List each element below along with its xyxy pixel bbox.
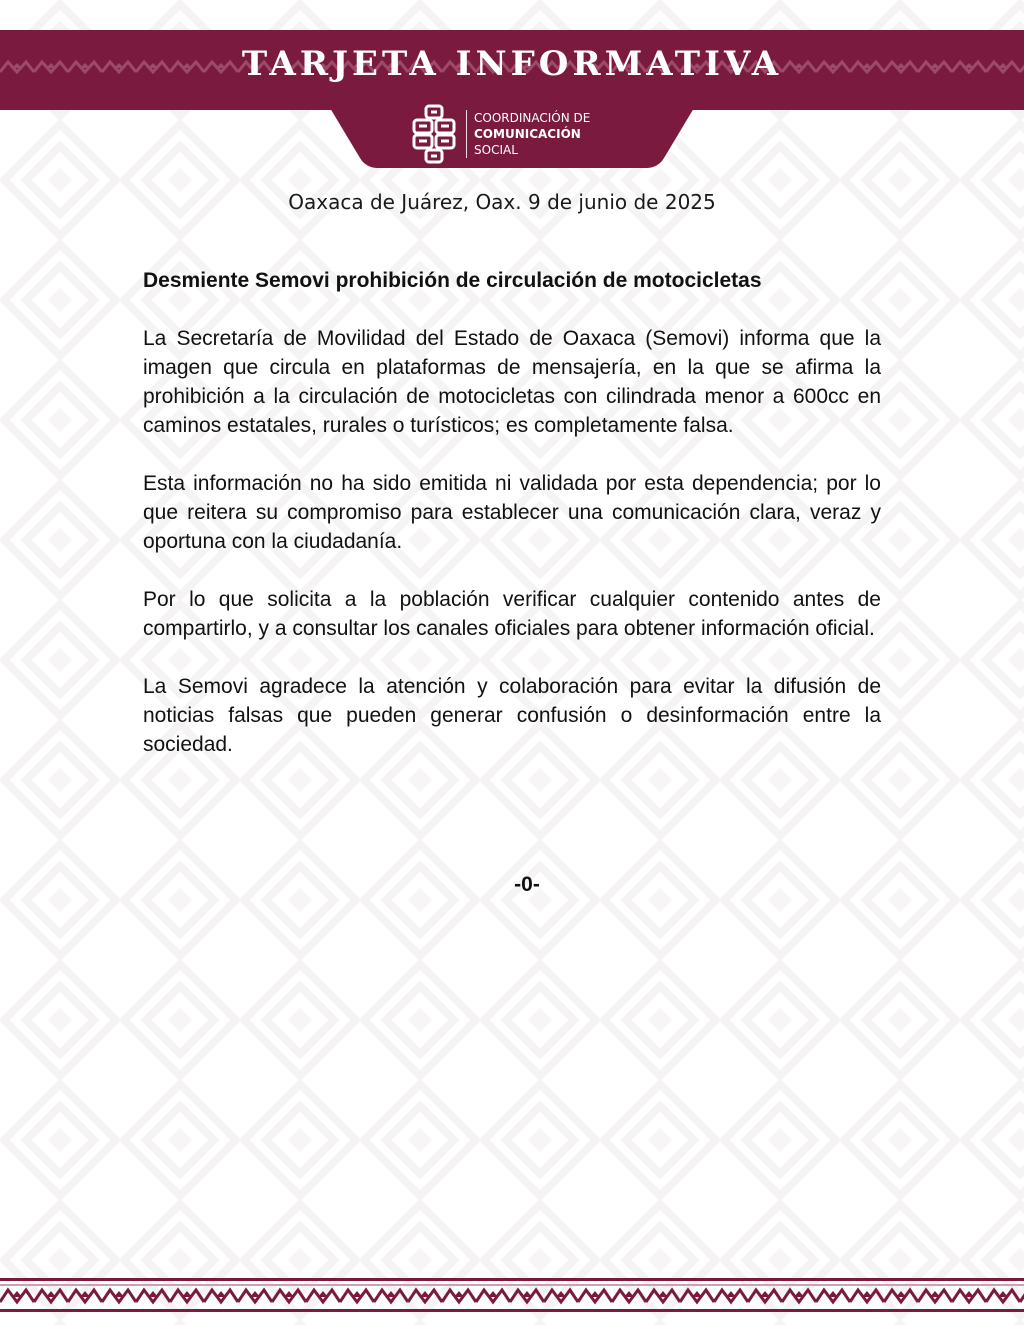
page-title: TARJETA INFORMATIVA <box>241 44 783 84</box>
article-body <box>143 266 881 788</box>
paragraph-3: Por lo que solicita a la población verificar cualquier contenido antes de compartirlo, y a consultar los canales oficiales para obtener información oficial. <box>143 588 881 640</box>
logo-line-1: COORDINACIÓN DE <box>474 111 591 125</box>
logo-divider <box>466 110 467 158</box>
paragraph-4: La Semovi agradece la atención y colaboración para evitar la difusión de noticias falsas que pueden generar confusión o desinformación entre la sociedad. <box>143 675 881 756</box>
footer-zigzag-band <box>0 1278 1024 1312</box>
logo-line-3: SOCIAL <box>474 143 518 157</box>
paragraph-1: La Secretaría de Movilidad del Estado de Oaxaca (Semovi) informa que la imagen que circula en plataformas de mensajería, en la que se afirma la prohibición a la circulación de motocicletas con cilindrada menor a 600cc en caminos estatales, rurales o turísticos; es completamente falsa. <box>143 327 881 437</box>
closing-mark: -0- <box>514 873 540 896</box>
rectangular-spiral-emblem-icon <box>412 104 458 164</box>
coordination-logo <box>412 104 632 166</box>
article-headline: Desmiente Semovi prohibición de circulación de motocicletas <box>143 269 762 292</box>
logo-line-2: COMUNICACIÓN <box>474 127 581 141</box>
paragraph-2: Esta información no ha sido emitida ni validada por esta dependencia; por lo que reitera su compromiso para establecer una comunicación clara, veraz y oportuna con la ciudadanía. <box>143 472 881 553</box>
dateline: Oaxaca de Juárez, Oax. 9 de junio de 2025 <box>288 190 716 214</box>
logo-text <box>474 110 590 158</box>
